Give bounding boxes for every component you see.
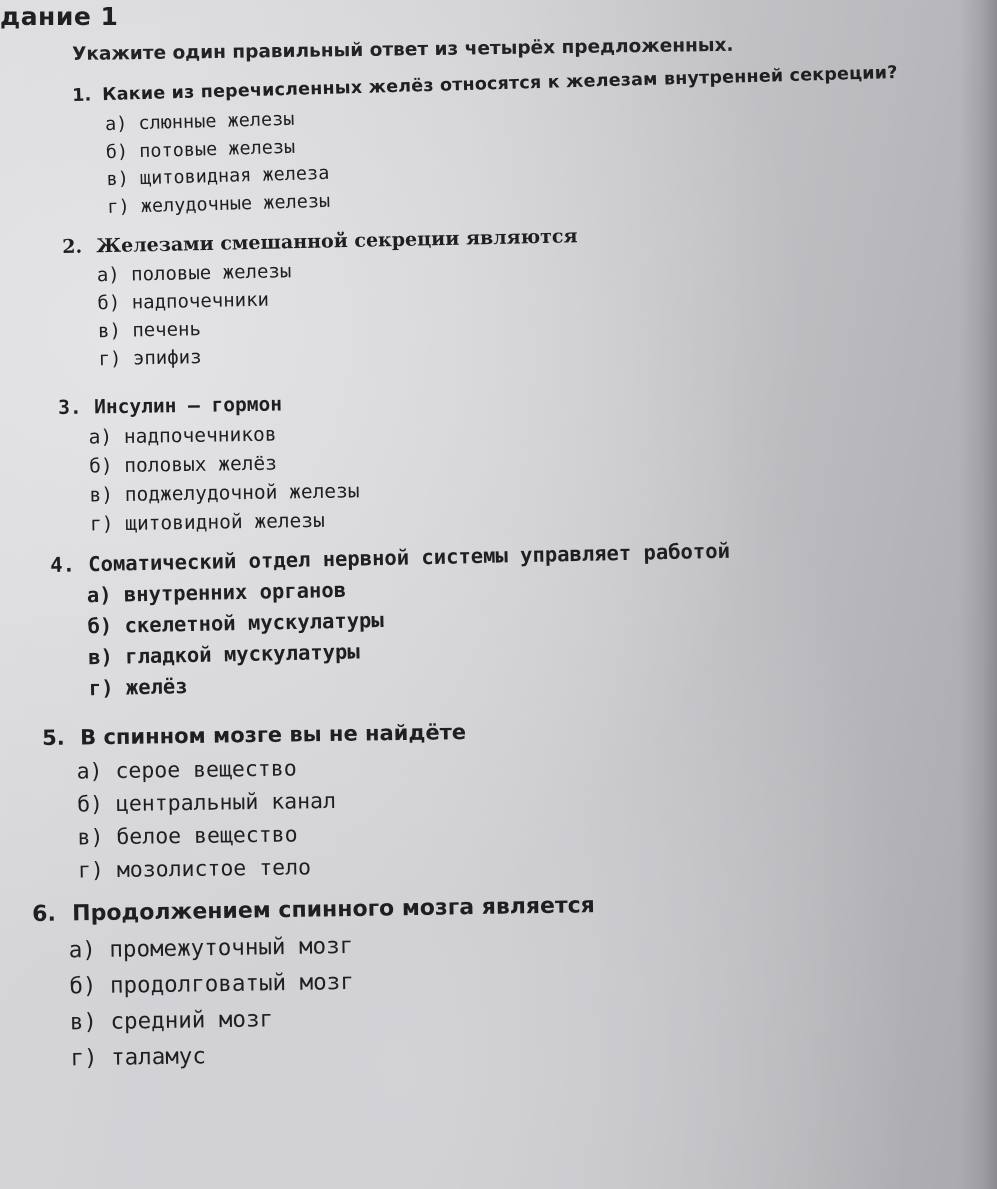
answer-option-b: б) скелетной мускулатуры (87, 608, 384, 639)
answer-option-b: б) надпочечники (97, 288, 270, 315)
answer-option-b: б) потовые железы (105, 136, 296, 163)
answer-option-d: г) таламус (70, 1043, 207, 1072)
question-5-title (42, 720, 466, 750)
question-2-options (63, 251, 581, 374)
answer-option-a: а) половые железы (96, 260, 292, 287)
answer-option-d: г) мозолистое тело (77, 855, 312, 884)
question-2 (62, 225, 580, 374)
task-instruction: Укажите один правильный ответ из четырёх предложенных. (72, 34, 734, 65)
answer-option-a: а) серое вещество (76, 756, 297, 785)
question-5-options (42, 750, 468, 888)
question-3-options (58, 418, 360, 539)
answer-option-a: а) слюнные железы (104, 108, 295, 136)
question-5 (42, 720, 468, 888)
question-3-title (58, 391, 358, 419)
question-text: Железами смешанной секреции являются (95, 225, 578, 258)
question-1-options (73, 89, 901, 222)
answer-option-d: г) эпифиз (98, 346, 202, 371)
answer-option-c: в) щитовидная железа (106, 162, 330, 191)
question-1 (72, 63, 901, 222)
answer-option-d: г) щитовидной железы (89, 508, 325, 536)
question-number: 6. (32, 901, 57, 927)
answer-option-c: в) средний мозг (69, 1006, 274, 1036)
answer-option-b: б) продолговатый мозг (69, 968, 354, 1000)
answer-option-c: в) гладкой мускулатуры (87, 639, 360, 670)
question-text: Инсулин — гормон (93, 392, 283, 419)
question-number: 4. (50, 552, 76, 577)
answer-option-c: в) белое вещество (77, 822, 298, 851)
question-4 (50, 539, 733, 705)
question-3 (58, 391, 360, 539)
question-number: 2. (62, 235, 83, 258)
question-text: Соматический отдел нервной системы управляет работой (87, 538, 731, 577)
page-fold-shadow (959, 0, 997, 1189)
answer-option-d: г) желудочные железы (107, 190, 331, 218)
answer-option-c: в) поджелудочной железы (89, 479, 360, 507)
question-6 (32, 893, 597, 1077)
question-number: 3. (58, 395, 82, 419)
question-text: Какие из перечисленных желёз относятся к железам внутренней секреции? (101, 62, 898, 106)
answer-option-a: а) промежуточный мозг (68, 932, 354, 964)
task-heading: дание 1 (0, 2, 119, 31)
answer-option-a: а) надпочечников (88, 422, 277, 449)
question-6-title (32, 893, 595, 927)
answer-option-a: а) внутренних органов (86, 577, 347, 608)
question-text: В спинном мозге вы не найдёте (79, 720, 467, 750)
answer-option-b: б) половых желёз (88, 451, 278, 478)
question-number: 5. (42, 725, 65, 750)
question-number: 1. (72, 85, 92, 106)
question-text: Продолжением спинного мозга является (71, 893, 596, 927)
answer-option-b: б) центральный канал (76, 788, 337, 818)
answer-option-d: г) желёз (88, 674, 188, 701)
question-6-options (32, 924, 597, 1077)
question-4-options (51, 567, 733, 705)
answer-option-c: в) печень (97, 318, 202, 343)
